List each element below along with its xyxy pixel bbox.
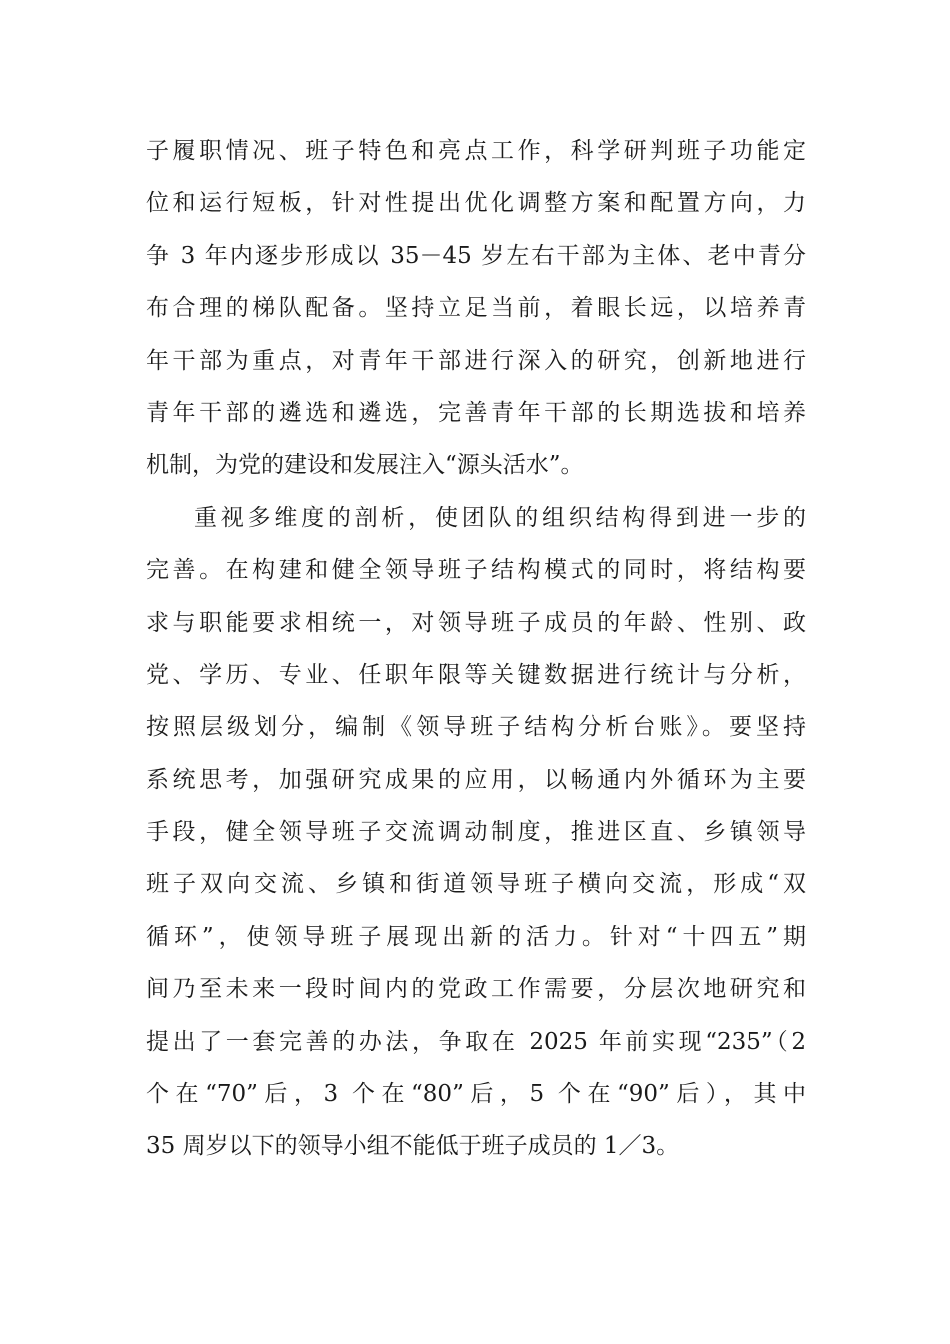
document-body [146,125,806,1173]
paragraph-2 [146,492,806,1173]
text-line: 按照层级划分，编制《领导班子结构分析台账》。要坚持 [146,714,806,741]
text-line: 循环”，使领导班子展现出新的活力。针对“十四五”期 [146,923,806,950]
paragraph-1 [146,125,806,492]
text-line: 提出了一套完善的办法，争取在 2025 年前实现“235”（2 [146,1028,806,1055]
text-line: 间乃至未来一段时间内的党政工作需要，分层次地研究和 [146,976,806,1003]
text-line: 子履职情况、班子特色和亮点工作，科学研判班子功能定 [146,138,806,164]
text-line: 争 3 年内逐步形成以 35－45 岁左右干部为主体、老中青分 [146,242,806,269]
text-line: 机制，为党的建设和发展注入“源头活水”。 [146,452,584,479]
text-line: 个在“70”后，3 个在“80”后，5 个在“90”后），其中 [146,1081,806,1108]
text-line: 班子双向交流、乡镇和街道领导班子横向交流，形成“双 [146,871,806,898]
text-line: 完善。在构建和健全领导班子结构模式的同时，将结构要 [146,557,806,584]
text-line: 重视多维度的剖析，使团队的组织结构得到进一步的 [194,504,806,531]
text-line: 35 周岁以下的领导小组不能低于班子成员的 1／3。 [146,1133,680,1160]
text-line: 党、学历、专业、任职年限等关键数据进行统计与分析， [146,661,806,688]
text-line: 手段，健全领导班子交流调动制度，推进区直、乡镇领导 [146,819,806,846]
text-line: 青年干部的遴选和遴选，完善青年干部的长期选拔和培养 [146,399,806,426]
text-line: 求与职能要求相统一，对领导班子成员的年龄、性别、政 [146,609,806,636]
text-line: 布合理的梯队配备。坚持立足当前，着眼长远，以培养青 [146,295,806,322]
text-line: 年干部为重点，对青年干部进行深入的研究，创新地进行 [146,347,806,374]
text-line: 系统思考，加强研究成果的应用，以畅通内外循环为主要 [146,766,806,793]
text-line: 位和运行短板，针对性提出优化调整方案和配置方向，力 [146,190,806,217]
